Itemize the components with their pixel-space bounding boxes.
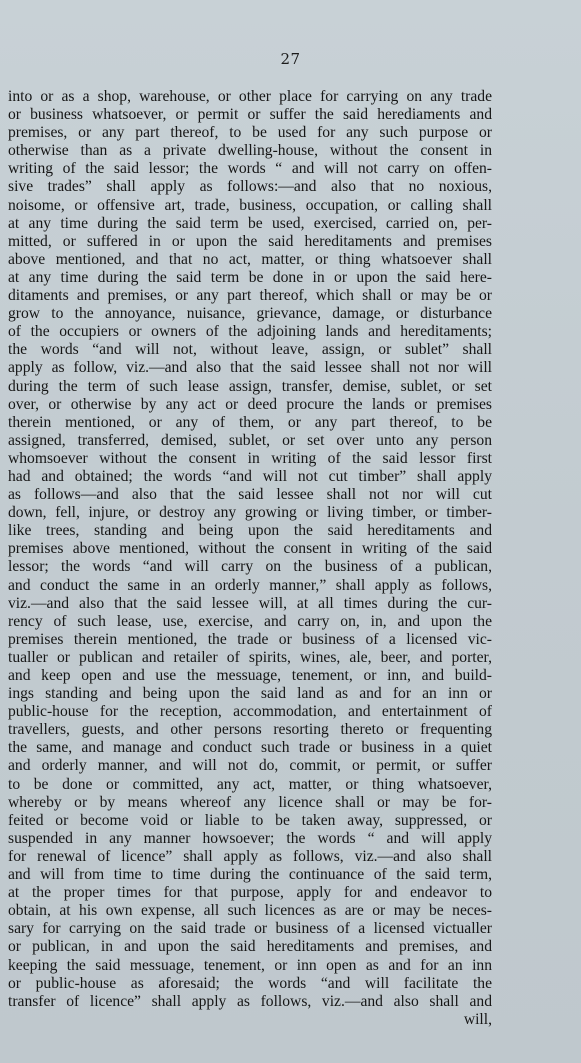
text-line: feited or become void or liable to be taken away, suppressed, or bbox=[8, 811, 492, 829]
text-line: over, or otherwise by any act or deed procure the lands or premises bbox=[8, 395, 492, 413]
text-line: therein mentioned, or any of them, or any part thereof, to be bbox=[8, 413, 492, 431]
text-line: and keep open and use the messuage, tenement, or inn, and build- bbox=[8, 667, 492, 684]
text-line: travellers, guests, and other persons resorting thereto or frequenting bbox=[8, 721, 492, 739]
text-line: or publican, in and upon the said hereditaments and premises, and bbox=[8, 938, 492, 956]
text-line: or public-house as aforesaid; the words “and will facilitate the bbox=[8, 974, 492, 992]
text-line: noisome, or offensive art, trade, business, occupation, or calling shall bbox=[8, 196, 492, 214]
text-line: rency of such lease, use, exercise, and carry on, in, and upon the bbox=[8, 612, 492, 630]
text-line: into or as a shop, warehouse, or other place for carrying on any trade bbox=[8, 88, 492, 105]
text-line: at any time during the said term be done in or upon the said here- bbox=[8, 268, 492, 286]
text-line: suspended in any manner howsoever; the words “ and will apply bbox=[8, 829, 492, 847]
text-line: assigned, transferred, demised, sublet, or set over unto any person bbox=[8, 431, 492, 449]
text-line: sary for carrying on the said trade or business of a licensed victualler bbox=[8, 920, 492, 938]
text-line: like trees, standing and being upon the said hereditaments and bbox=[8, 522, 492, 540]
text-line: tualler or publican and retailer of spirits, wines, ale, beer, and porter, bbox=[8, 648, 492, 666]
text-line: grow to the annoyance, nuisance, grievance, damage, or disturbance bbox=[8, 305, 492, 323]
text-line: at the proper times for that purpose, apply for and endeavor to bbox=[8, 884, 492, 902]
text-line: of the occupiers or owners of the adjoining lands and hereditaments; bbox=[8, 323, 492, 341]
text-line: and will from time to time during the continuance of the said term, bbox=[8, 866, 492, 884]
text-line: as follows—and also that the said lessee shall not nor will cut bbox=[8, 486, 492, 504]
text-line: premises above mentioned, without the consent in writing of the said bbox=[8, 540, 492, 558]
text-line: ings standing and being upon the said land as and for an inn or bbox=[8, 685, 492, 703]
text-line: transfer of licence” shall apply as follows, viz.—and also shall and bbox=[8, 992, 492, 1010]
text-line: and conduct the same in an orderly manner,” shall apply as follows, bbox=[8, 576, 492, 594]
text-line: otherwise than as a private dwelling-house, without the consent in bbox=[8, 142, 492, 160]
text-line: and orderly manner, and will not do, commit, or permit, or suffer bbox=[8, 757, 492, 775]
text-line: apply as follow, viz.—and also that the said lessee shall not nor will bbox=[8, 359, 492, 377]
page-number: 27 bbox=[280, 50, 301, 68]
text-line: public-house for the reception, accommodation, and entertainment of bbox=[8, 703, 492, 721]
text-line: down, fell, injure, or destroy any growing or living timber, or timber- bbox=[8, 504, 492, 522]
text-line: keeping the said messuage, tenement, or inn open as and for an inn bbox=[8, 956, 492, 974]
body-text bbox=[8, 88, 492, 1029]
text-line: or business whatsoever, or permit or suffer the said herediaments and bbox=[8, 106, 492, 124]
text-line: for renewal of licence” shall apply as follows, viz.—and also shall bbox=[8, 847, 492, 865]
text-line: above mentioned, and that no act, matter, or thing whatsoever shall bbox=[8, 250, 492, 268]
text-line: mitted, or suffered in or upon the said hereditaments and premises bbox=[8, 232, 492, 250]
text-line: ditaments and premises, or any part thereof, which shall or may be or bbox=[8, 287, 492, 305]
text-line: the same, and manage and conduct such trade or business in a quiet bbox=[8, 739, 492, 757]
text-line: the words “and will not, without leave, assign, or sublet” shall bbox=[8, 341, 492, 359]
text-line: premises, or any part thereof, to be used for any such purpose or bbox=[8, 124, 492, 142]
text-line: to be done or committed, any act, matter, or thing whatsoever, bbox=[8, 775, 492, 793]
text-line: whereby or by means whereof any licence shall or may be for- bbox=[8, 793, 492, 811]
text-line: sive trades” shall apply as follows:—and also that no noxious, bbox=[8, 178, 492, 196]
text-line: will, bbox=[463, 1010, 492, 1028]
text-line: premises therein mentioned, the trade or business of a licensed vic- bbox=[8, 630, 492, 648]
text-line: writing of the said lessor; the words “ and will not carry on offen- bbox=[8, 160, 492, 178]
text-line: during the term of such lease assign, transfer, demise, sublet, or set bbox=[8, 377, 492, 395]
text-line: lessor; the words “and will carry on the business of a publican, bbox=[8, 558, 492, 576]
text-line: had and obtained; the words “and will not cut timber” shall apply bbox=[8, 467, 492, 485]
text-line: viz.—and also that the said lessee will, at all times during the cur- bbox=[8, 594, 492, 612]
text-line: whomsoever without the consent in writing of the said lessor first bbox=[8, 449, 492, 467]
text-line: at any time during the said term be used, exercised, carried on, per- bbox=[8, 214, 492, 232]
text-line: obtain, at his own expense, all such licences as are or may be neces- bbox=[8, 902, 492, 920]
